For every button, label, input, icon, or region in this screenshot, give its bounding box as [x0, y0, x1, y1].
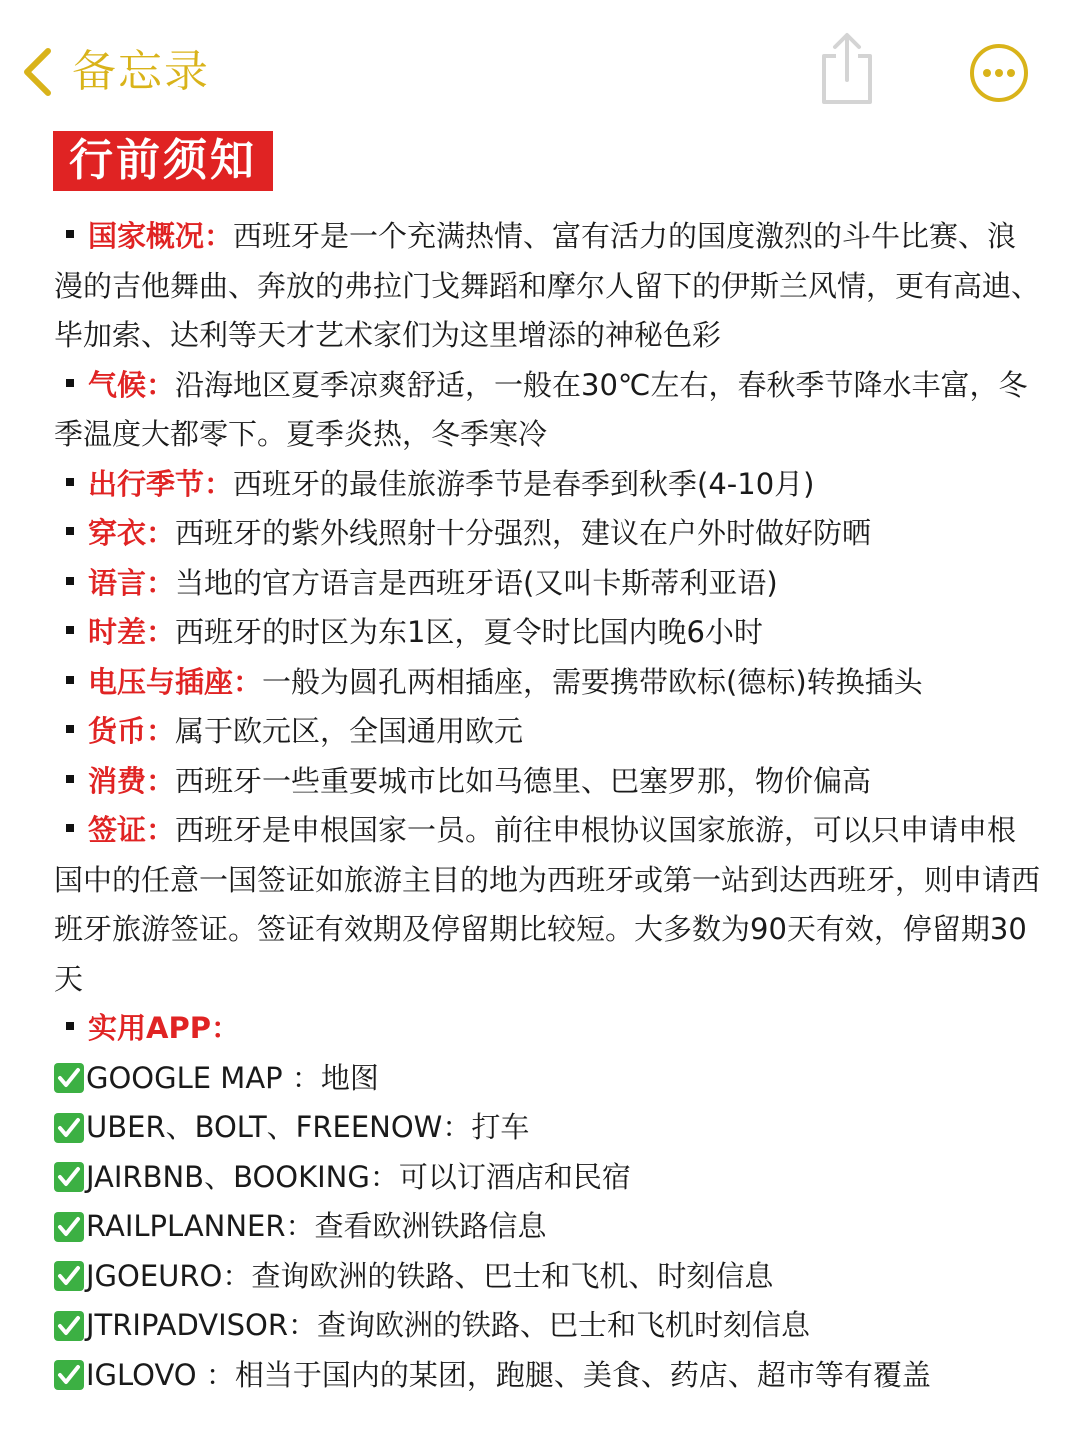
- app-item-text: JTRIPADVISOR：查询欧洲的铁路、巴士和飞机时刻信息: [86, 1308, 811, 1342]
- more-icon: [968, 42, 1030, 104]
- app-list-item: [54, 1351, 1044, 1401]
- paragraph-label: 穿衣：: [88, 516, 176, 550]
- paragraph-label: 实用APP：: [88, 1011, 240, 1045]
- more-options-button[interactable]: [968, 42, 1030, 104]
- app-list-item: [54, 1054, 1044, 1104]
- paragraph-label: 时差：: [88, 615, 176, 649]
- note-paragraph: [54, 460, 1044, 510]
- note-paragraph: [54, 806, 1044, 1004]
- share-button[interactable]: [815, 30, 879, 108]
- app-list-item: [54, 1202, 1044, 1252]
- paragraph-text: 西班牙是申根国家一员。前往申根协议国家旅游，可以只申请申根国中的任意一国签证如旅游主目的地为西班牙或第一站到达西班牙，则申请西班牙旅游签证。签证有效期及停留期比较短。大多数为90天有效，停留期30天: [54, 813, 1041, 996]
- paragraph-label: 消费：: [88, 763, 176, 798]
- note-paragraph: [54, 757, 1044, 807]
- bullet-icon: [66, 478, 74, 486]
- top-navigation-bar: [0, 0, 1080, 130]
- bullet-icon: [66, 230, 74, 238]
- note-content: [54, 212, 1044, 1400]
- paragraph-text: 一般为圆孔两相插座，需要携带欧标(德标)转换插头: [262, 664, 923, 699]
- app-item-text: RAILPLANNER：查看欧洲铁路信息: [86, 1209, 547, 1243]
- title-banner: [53, 131, 273, 191]
- page-title: 行前须知: [69, 135, 257, 186]
- bullet-icon: [66, 1022, 74, 1030]
- bullet-icon: [66, 775, 74, 783]
- paragraph-text: 当地的官方语言是西班牙语(又叫卡斯蒂利亚语): [175, 565, 778, 600]
- bullet-icon: [66, 527, 74, 535]
- paragraph-text: 沿海地区夏季凉爽舒适，一般在30℃左右，春秋季节降水丰富，冬季温度大都零下。夏季炎热，冬季寒冷: [54, 367, 1028, 451]
- bullet-icon: [66, 626, 74, 634]
- paragraph-text: 西班牙的时区为东1区，夏令时比国内晚6小时: [175, 615, 763, 649]
- back-label: 备忘录: [72, 46, 210, 97]
- paragraph-label: 签证：: [88, 813, 176, 847]
- app-item-text: IGLOVO ：相当于国内的某团，跑腿、美食、药店、超市等有覆盖: [86, 1357, 931, 1392]
- paragraph-label: 货币：: [88, 714, 176, 748]
- paragraph-text: 西班牙一些重要城市比如马德里、巴塞罗那，物价偏高: [175, 763, 872, 798]
- bullet-icon: [66, 577, 74, 585]
- note-paragraph: [54, 1004, 1044, 1054]
- paragraph-text: 西班牙的紫外线照射十分强烈，建议在户外时做好防晒: [175, 516, 872, 550]
- checkmark-icon: [54, 1311, 84, 1341]
- paragraph-label: 语言：: [88, 565, 176, 600]
- note-paragraph: [54, 361, 1044, 460]
- note-paragraph: [54, 608, 1044, 658]
- checkmark-icon: [54, 1261, 84, 1291]
- checkmark-icon: [54, 1113, 84, 1143]
- chevron-left-icon: [20, 47, 54, 97]
- paragraph-label: 国家概况：: [88, 219, 234, 253]
- checkmark-icon: [54, 1063, 84, 1093]
- app-list-item: [54, 1153, 1044, 1203]
- checkmark-icon: [54, 1212, 84, 1242]
- bullet-icon: [66, 725, 74, 733]
- checkmark-icon: [54, 1162, 84, 1192]
- bullet-icon: [66, 824, 74, 832]
- paragraph-text: 西班牙的最佳旅游季节是春季到秋季(4-10月): [233, 466, 815, 501]
- app-list-item: [54, 1103, 1044, 1153]
- app-item-text: UBER、BOLT、FREENOW：打车: [86, 1110, 530, 1144]
- app-item-text: GOOGLE MAP ：地图: [86, 1060, 379, 1095]
- app-item-text: JAIRBNB、BOOKING：可以订酒店和民宿: [86, 1159, 631, 1194]
- app-list-item: [54, 1252, 1044, 1302]
- share-icon: [815, 30, 879, 108]
- paragraph-label: 电压与插座：: [88, 664, 263, 699]
- back-button[interactable]: [20, 40, 210, 104]
- note-paragraph: [54, 658, 1044, 708]
- note-paragraph: [54, 559, 1044, 609]
- note-paragraph: [54, 509, 1044, 559]
- app-list-item: [54, 1301, 1044, 1351]
- paragraph-label: 气候：: [88, 367, 176, 402]
- note-paragraph: [54, 212, 1044, 361]
- bullet-icon: [66, 676, 74, 684]
- note-paragraph: [54, 707, 1044, 757]
- app-item-text: JGOEURO：查询欧洲的铁路、巴士和飞机、时刻信息: [86, 1258, 774, 1293]
- paragraph-text: 属于欧元区，全国通用欧元: [175, 714, 524, 748]
- bullet-icon: [66, 379, 74, 387]
- checkmark-icon: [54, 1360, 84, 1390]
- paragraph-label: 出行季节：: [88, 466, 234, 501]
- paragraph-text: 西班牙是一个充满热情、富有活力的国度激烈的斗牛比赛、浪漫的吉他舞曲、奔放的弗拉门戈舞蹈和摩尔人留下的伊斯兰风情，更有高迪、毕加索、达利等天才艺术家们为这里增添的神秘色彩: [54, 219, 1041, 352]
